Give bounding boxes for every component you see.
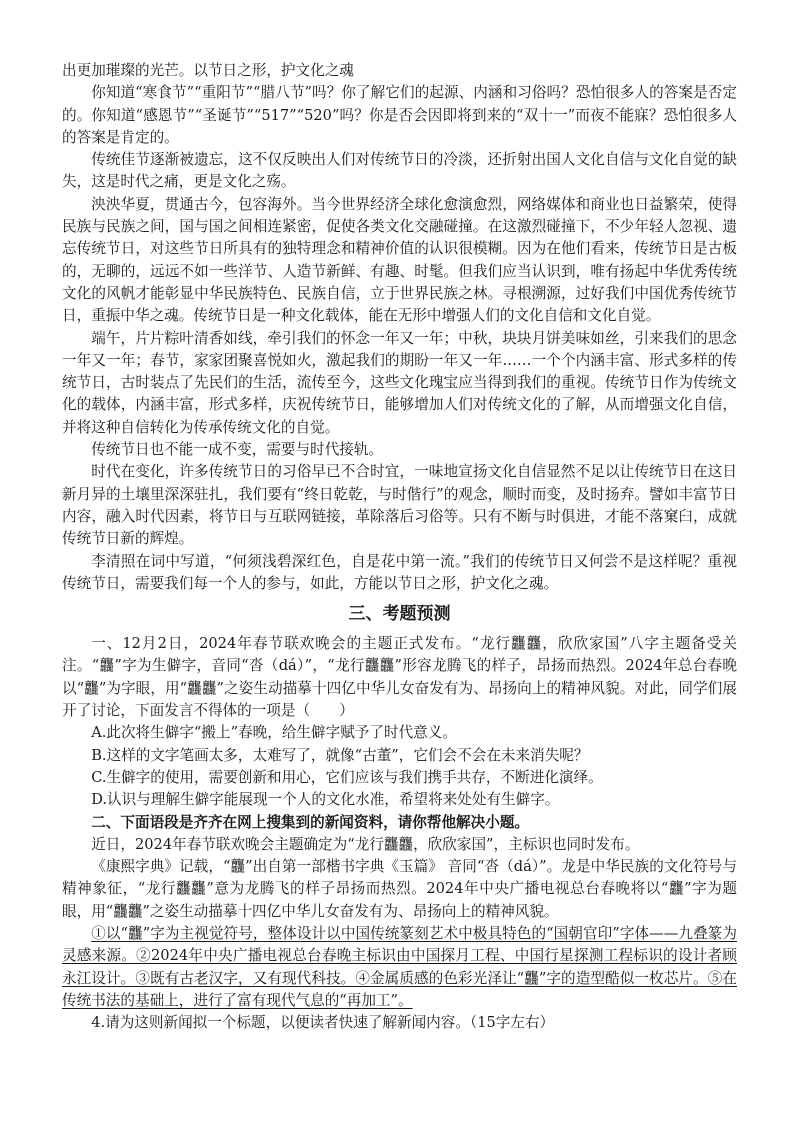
essay-paragraph-5: 端午，片片粽叶清香如线，牵引我们的怀念一年又一年；中秋，块块月饼美味如丝，引来我们的思念一年又一年；春节，家家团聚喜悦如火，激起我们的期盼一年又一年……一个个内涵丰富、形式多样的传统节日，古时装点了先民们的生活，流传至今，这些文化瑰宝应当得到我们的重视。传统节日作为传统文化的载体，内涵丰富，形式多样，庆祝传统节日，能够增加人们对传统文化的了解，从而增强文化自信，并将这种自信转化为传承传统文化的自觉。 xyxy=(62,329,737,436)
question-1-option-c: C.生僻字的使用，需要创新和用心，它们应该与我们携手共存，不断进化演绎。 xyxy=(91,768,603,786)
essay-paragraph-1: 出更加璀璨的光芒。以节日之形，护文化之魂 xyxy=(62,62,354,79)
essay-paragraph-4: 泱泱华夏，贯通古今，包容海外。当今世界经济全球化愈演愈烈，网络媒体和商业也日益繁荣，使得民族与民族之间，国与国之间相连紧密，促使各类文化交融碰撞。在这激烈碰撞下，不少年轻人忽视、遗忘传统节日，对这些节日所具有的独特理念和精神价值的认识很模糊。因为在他们看来，传统节日是古板的，无聊的，远远不如一些洋节、人造节新鲜、有趣、时髦。但我们应当认识到，唯有扬起中华优秀传统文化的风帆才能彰显中华民族特色、民族自信，立于世界民族之林。寻根溯源，过好我们中国优秀传统节日，重振中华之魂。传统节日是一种文化载体，能在无形中增强人们的文化自信和文化自觉。 xyxy=(62,195,737,325)
question-1-option-d: D.认识与理解生僻字能展现一个人的文化水准，希望将来处处有生僻字。 xyxy=(91,791,560,809)
essay-paragraph-7: 时代在变化，许多传统节日的习俗早已不合时宜，一味地宣扬文化自信显然不足以让传统节日在这日新月异的土壤里深深驻扎，我们要有“终日乾乾，与时偕行”的观念，顺时而变，及时扬弃。譬如丰富节日内容，融入时代因素，将节日与互联网链接，革除落后习俗等。只有不断与时俱进，才能不落窠臼，成就传统节日新的辉煌。 xyxy=(62,463,737,548)
question-1-option-a: A.此次将生僻字“搬上”春晚，给生僻字赋予了时代意义。 xyxy=(91,724,457,742)
question-1-stem: 一、12月2日，2024年春节联欢晚会的主题正式发布。“龙行龘龘，欣欣家国”八字主题备受关注。“龘”字为生僻字，音同“沓（dá）”，“龙行龘龘”形容龙腾飞的样子，昂扬而热烈。2024年总台春晚以“龘”为字眼，用“龘龘”之姿生动描摹十四亿中华儿女奋发有为、昂扬向上的精神风貌。对此，同学们展开了讨论，下面发言不得体的一项是（ ） xyxy=(62,635,737,720)
document-page xyxy=(62,60,737,1034)
essay-paragraph-6: 传统节日也不能一成不变，需要与时代接轨。 xyxy=(91,441,384,459)
news-paragraph-2: 《康熙字典》记载，“龘”出自第一部楷书字典《玉篇》 音同“沓（dá）”。龙是中华民族的文化符号与精神象征，“龙行龘龘”意为龙腾飞的样子昂扬而热烈。2024年中央广播电视总台春晚将以“龘”字为题眼，用“龘龘”之姿生动描摹十四亿中华儿女奋发有为、昂扬向上的精神风貌。 xyxy=(62,858,737,920)
essay-paragraph-2: 你知道“寒食节”“重阳节”“腊八节”吗？你了解它们的起源、内涵和习俗吗？恐怕很多人的答案是否定的。你知道“感恩节”“圣诞节”“517”“520”吗？你是否会因即将到来的“双十一”而夜不能寐？恐怕很多人的答案是肯定的。 xyxy=(62,84,737,146)
question-4-task: 4.请为这则新闻拟一个标题，以便读者快速了解新闻内容。（15字左右） xyxy=(91,1014,555,1032)
news-paragraph-3-underlined: ①以“龘”字为主视觉符号，整体设计以中国传统篆刻艺术中极具特色的“国朝官印”字体——九叠篆为灵感来源。②2024年中央广播电视总台春晚主标识由中国探月工程、中国行星探测工程标识的设计者顾永江设计。③既有古老汉字，又有现代科技。④金属质感的色彩光泽让“龘”字的造型酷似一枚芯片。⑤在传统书法的基础上，进行了富有现代气息的“再加工”。 xyxy=(62,924,737,1009)
question-1-option-b: B.这样的文字笔画太多，太难写了，就像“古董”，它们会不会在未来消失呢？ xyxy=(91,746,589,764)
news-paragraph-1: 近日，2024年春节联欢晚会主题确定为“龙行龘龘，欣欣家国”，主标识也同时发布。 xyxy=(91,835,640,853)
essay-paragraph-8: 李清照在词中写道，“何须浅碧深红色，自是花中第一流。”我们的传统节日又何尝不是这样呢？重视传统节日，需要我们每一个人的参与，如此，方能以节日之形，护文化之魂。 xyxy=(62,552,737,592)
question-2-heading: 二、下面语段是齐齐在网上搜集到的新闻资料，请你帮他解决小题。 xyxy=(91,813,530,831)
section-title: 三、考题预测 xyxy=(348,604,451,625)
essay-paragraph-3: 传统佳节逐渐被遗忘，这不仅反映出人们对传统节日的冷淡，还折射出国人文化自信与文化自觉的缺失，这是时代之痛，更是文化之殇。 xyxy=(62,151,737,191)
